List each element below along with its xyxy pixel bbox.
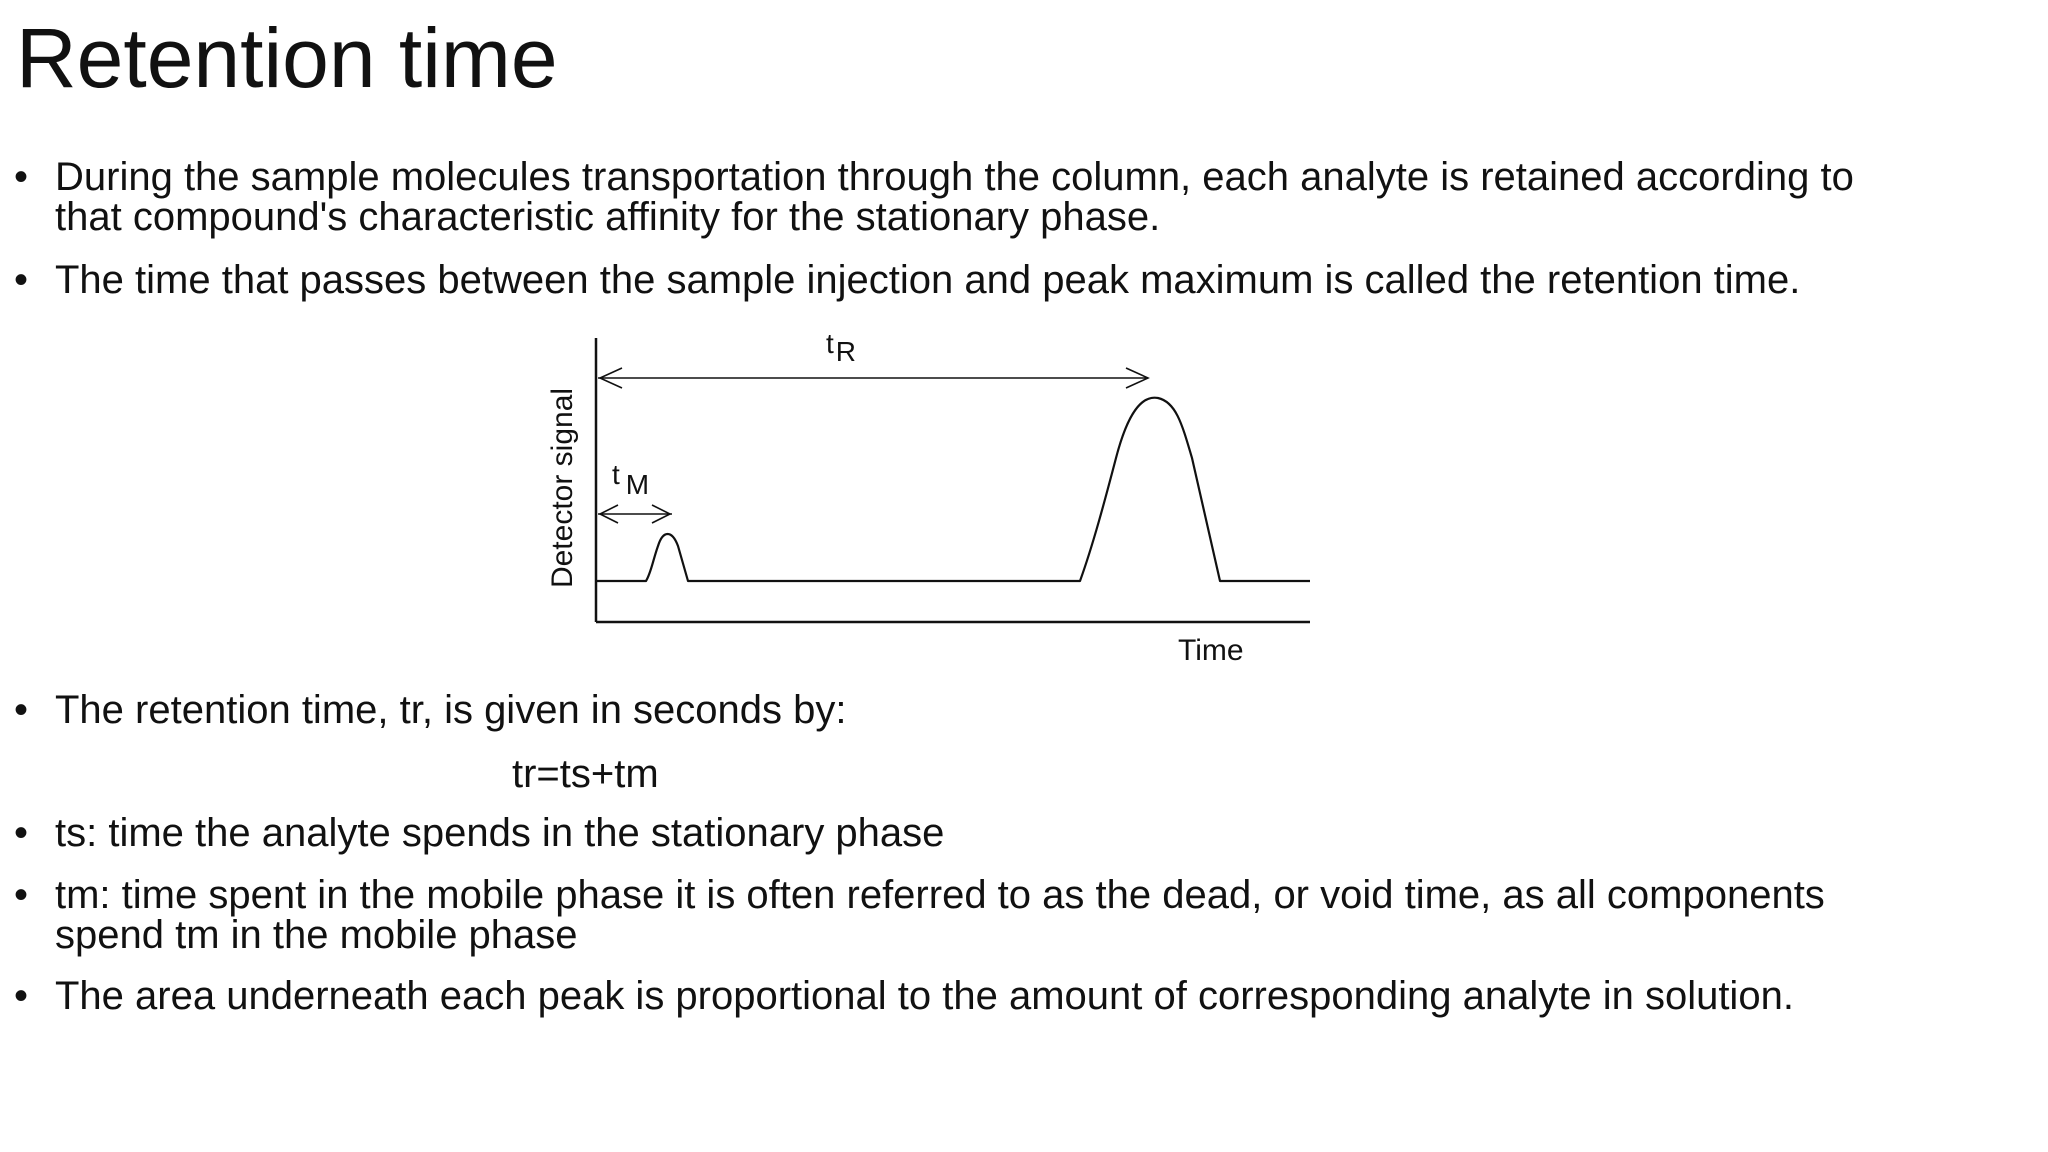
bullet-ts (14, 813, 2024, 853)
bullet-tm (14, 875, 2024, 955)
bullet-text: The time that passes between the sample injection and peak maximum is called the retention time. (55, 258, 1801, 302)
bullet-affinity (14, 157, 2024, 237)
bullet-dot: • (14, 258, 29, 302)
bullet-dot: • (14, 974, 29, 1018)
bullet-text: tm: time spent in the mobile phase it is often referred to as the dead, or void time, as all components spend tm in the mobile phase (55, 873, 1825, 957)
bullet-retention-definition (14, 260, 2024, 300)
bullet-dot: • (14, 811, 29, 855)
chromatogram-trace (596, 398, 1310, 581)
bullet-text: During the sample molecules transportation through the column, each analyte is retained according to that compound's characteristic affinity for the stationary phase. (55, 155, 1854, 239)
bullet-dot: • (14, 155, 29, 199)
bullet-formula-intro (14, 690, 2024, 730)
bullet-peak-area (14, 976, 2024, 1016)
bullet-text: The area underneath each peak is proportional to the amount of corresponding analyte in solution. (55, 974, 1794, 1018)
tr-label: tR (826, 328, 857, 367)
bullet-dot: • (14, 873, 29, 917)
y-axis-label: Detector signal (546, 387, 579, 589)
x-axis-label: Time (1178, 634, 1244, 667)
retention-formula: tr=ts+tm (512, 752, 659, 796)
bullet-dot: • (14, 688, 29, 732)
chromatogram-diagram (520, 320, 1320, 670)
slide-title: Retention time (16, 11, 558, 105)
tm-label: t M (612, 459, 650, 500)
bullet-text: ts: time the analyte spends in the stationary phase (55, 811, 945, 855)
bullet-text: The retention time, tr, is given in seconds by: (55, 688, 847, 732)
